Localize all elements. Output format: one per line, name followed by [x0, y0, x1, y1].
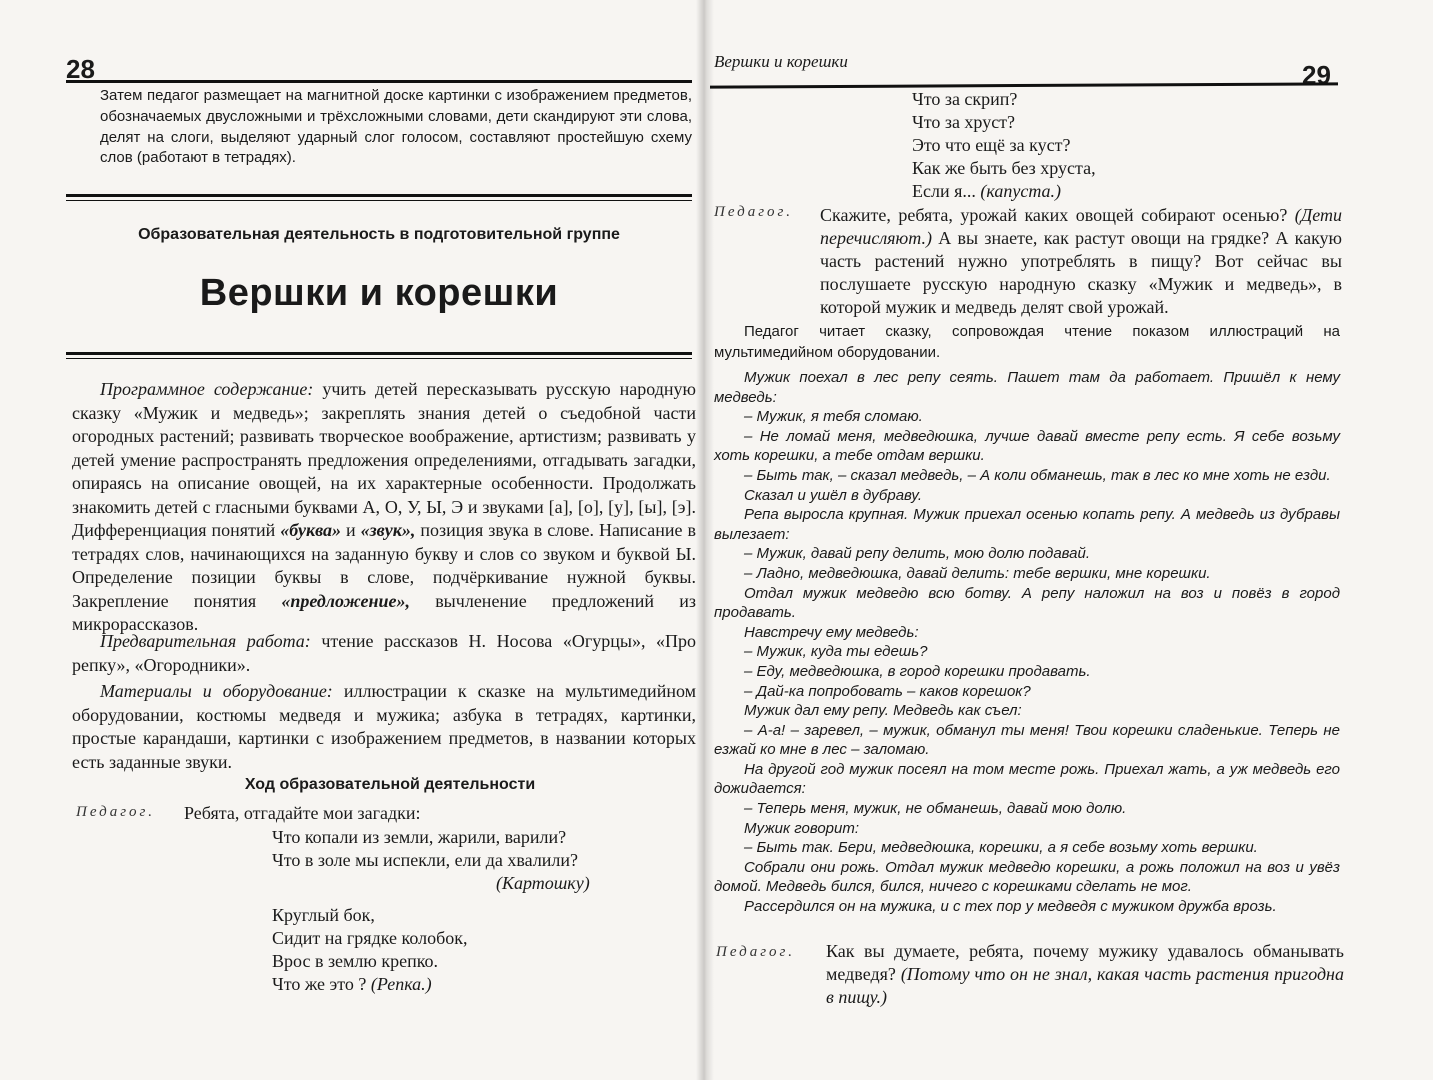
teacher-q1b: (Дети перечисляют.) — [820, 205, 1342, 248]
group-heading: Образовательная деятельность в подготовительной группе — [138, 226, 620, 243]
materials-text: иллюстрации к сказке на мультимедийном оборудовании, костюмы медведя и мужика; азбука в тетрадях, картинки, простые карандаши, картинки с изображением предметов, в названии которых есть заданные звуки. — [72, 681, 697, 772]
left-page — [0, 0, 704, 1080]
running-head: Вершки и корешки — [714, 52, 848, 71]
term-sound: «звук», — [360, 520, 416, 540]
tale-paragraph: Мужик дал ему репу. Медведь как съел: — [744, 702, 1022, 720]
prep-label: Предварительная работа: — [100, 631, 311, 651]
tale-paragraph: – Дай-ка попробовать – каков корешок? — [744, 682, 1031, 700]
answer-2: (Репка.) — [370, 974, 432, 994]
tale-paragraph: – Быть так, – сказал медведь, – А коли обманешь, так в лес ко мне хоть не езди. — [744, 466, 1331, 484]
tale-paragraph: – Ладно, медведюшка, давай делить: тебе вершки, мне корешки. — [744, 564, 1211, 582]
riddle-2 — [272, 904, 468, 996]
program-content — [72, 378, 696, 637]
tale-paragraph: – Мужик, давай репу делить, мою долю подавай. — [744, 545, 1091, 563]
program-text-3: вычленение предложений из микрорассказов. — [72, 590, 696, 634]
book-gutter — [696, 0, 714, 1080]
term-sentence: «предложение», — [281, 590, 410, 611]
riddle-2-line: Круглый бок, — [272, 905, 375, 925]
program-text-2: позиция звука в слове. Написание в тетрадях слов, начинающихся на заданную букву и слов со звуком и буквой Ы. Определение позиции буквы в слове, подчёркивание нужной буквы. Закрепление понятия — [72, 520, 697, 611]
tale-paragraph: Репа выросла крупная. Мужик приехал осенью копать репу. А медведь из дубравы вылезает: — [714, 506, 1340, 543]
teacher-q2-answer: (Потому что он не знал, какая часть растения пригодна в пищу.) — [826, 964, 1344, 1007]
course-heading: Ход образовательной деятельности — [244, 776, 536, 793]
riddle-1-line: Что копали из земли, жарили, варили? — [272, 827, 567, 847]
tale-paragraph: Отдал мужик медведю всю ботву. А репу наложил на воз и повёз в город продавать. — [714, 584, 1340, 622]
verse-line: Что за скрип? — [912, 89, 1018, 109]
tale-paragraph: – Быть так. Бери, медведюшка, корешки, а я себе возьму хоть вершки. — [744, 839, 1258, 857]
tale-paragraph: – Еду, медведюшка, в город корешки продавать. — [744, 662, 1091, 680]
section-rule-top — [66, 194, 692, 201]
teacher-question-2 — [826, 940, 1344, 1009]
tale-paragraph: Рассердился он на мужика, и с тех пор у медведя с мужиком дружба врозь. — [744, 898, 1277, 916]
verse-line: Как же быть без хруста, — [912, 158, 1096, 178]
tale-text — [714, 368, 1340, 917]
tale-paragraph: Навстречу ему медведь: — [744, 623, 919, 641]
program-text: учить детей пересказывать русскую народную сказку «Мужик и медведь»; закреплять знания детей о съедобной части огородных растений; развивать творческое воображение, артистизм; развивать у детей умение распространять предложения определениями, отгадывать загадки, опираясь на описание овощей, на их характерные особенности. Продолжать знакомить детей с гласными буквами А, О, У, Ы, Э и звуками [а], [о], [у], [ы], [э]. Дифференциация понятий — [72, 379, 696, 540]
verse-last-line — [912, 180, 1096, 203]
lesson-title: Вершки и корешки — [199, 272, 559, 314]
speaker-label: Педагог. — [716, 944, 795, 960]
tale-paragraph: Мужик говорит: — [744, 819, 860, 837]
tale-paragraph: Мужик поехал в лес репу сеять. Пашет там да работает. Пришёл к нему медведь: — [714, 369, 1340, 406]
riddle-2-line: Сидит на грядке колобок, — [272, 928, 468, 948]
tale-paragraph: На другой год мужик посеял на том месте рожь. Приехал жать, а уж медведь его дожидается: — [714, 760, 1340, 798]
riddle-2-question: Что же это ? — [272, 974, 367, 994]
and-word: и — [346, 520, 356, 540]
riddle-2-line: Врос в землю крепко. — [272, 951, 439, 971]
verse — [912, 88, 1096, 203]
teacher-q1c: А вы знаете, как растут овощи на грядке? А какую часть растений нужно употреблять в пищу? Вот сейчас вы послушаете русскую народную сказку «Мужик и медведь», в которой мужик и медведь делят свой урожай. — [820, 228, 1343, 317]
tale-paragraph: – Теперь меня, мужик, не обманешь, давай мою долю. — [744, 800, 1127, 818]
riddle-1 — [272, 826, 578, 872]
speaker-label: Педагог. — [76, 804, 155, 820]
verse-line: Это что ещё за куст? — [912, 135, 1071, 155]
program-label: Программное содержание: — [100, 379, 314, 399]
tale-paragraph: Собрали они рожь. Отдал мужик медведю корешки, а рожь положил на воз и увёз домой. Медведь бился, бился, ничего с корешками сделать не мог. — [714, 858, 1340, 896]
section-rule-bottom — [66, 352, 692, 359]
term-letter: «буква» — [280, 520, 341, 540]
speaker-label: Педагог. — [714, 204, 793, 220]
reading-note: Педагог читает сказку, сопровождая чтение показом иллюстраций на мультимедийном оборудовании. — [714, 323, 1340, 361]
riddle-2-last-line — [272, 973, 468, 996]
verse-answer: (капуста.) — [980, 181, 1062, 201]
riddle-1-line: Что в золе мы испекли, ели да хвалили? — [272, 850, 579, 870]
teacher-q2: Как вы думаете, ребята, почему мужику удавалось обманывать медведя? — [826, 941, 1344, 984]
prep-text: чтение рассказов Н. Носова «Огурцы», «Про репку», «Огородники». — [72, 631, 697, 675]
teacher-q1a: Скажите, ребята, урожай каких овощей собирают осенью? — [820, 205, 1288, 225]
tale-paragraph: – Мужик, я тебя сломаю. — [744, 408, 923, 426]
preparatory-work — [72, 630, 696, 677]
riddle-intro: Ребята, отгадайте мои загадки: — [184, 803, 421, 823]
right-page — [704, 0, 1433, 1080]
tale-paragraph: – Не ломай меня, медведюшка, лучше давай вместе репу есть. Я себе возьму хоть корешки, а тебе отдам вершки. — [714, 427, 1340, 465]
materials-label: Материалы и оборудование: — [100, 681, 333, 701]
tale-paragraph: – Мужик, куда ты едешь? — [744, 643, 928, 661]
materials — [72, 680, 696, 774]
tale-paragraph: Сказал и ушёл в дубраву. — [744, 486, 923, 504]
intro-paragraph: Затем педагог размещает на магнитной доске картинки с изображением предметов, обозначаемых двусложными и трёхсложными словами, дети скандируют эти слова, делят на слоги, выделяют ударный слог голосом, составляют простейшую схему слов (работают в тетрадях). — [100, 87, 692, 167]
page-number-left: 28 — [66, 54, 95, 84]
verse-line: Если я... — [912, 181, 976, 201]
page-number-right: 29 — [1302, 60, 1331, 90]
header-rule-left — [66, 80, 692, 83]
teacher-question-1 — [820, 204, 1342, 319]
answer-1: (Картошку) — [496, 873, 590, 893]
tale-paragraph: – А-а! – заревел, – мужик, обманул ты меня! Твои корешки сладенькие. Теперь не езжай ко мне в лес – заломаю. — [714, 721, 1340, 759]
verse-line: Что за хруст? — [912, 112, 1016, 132]
